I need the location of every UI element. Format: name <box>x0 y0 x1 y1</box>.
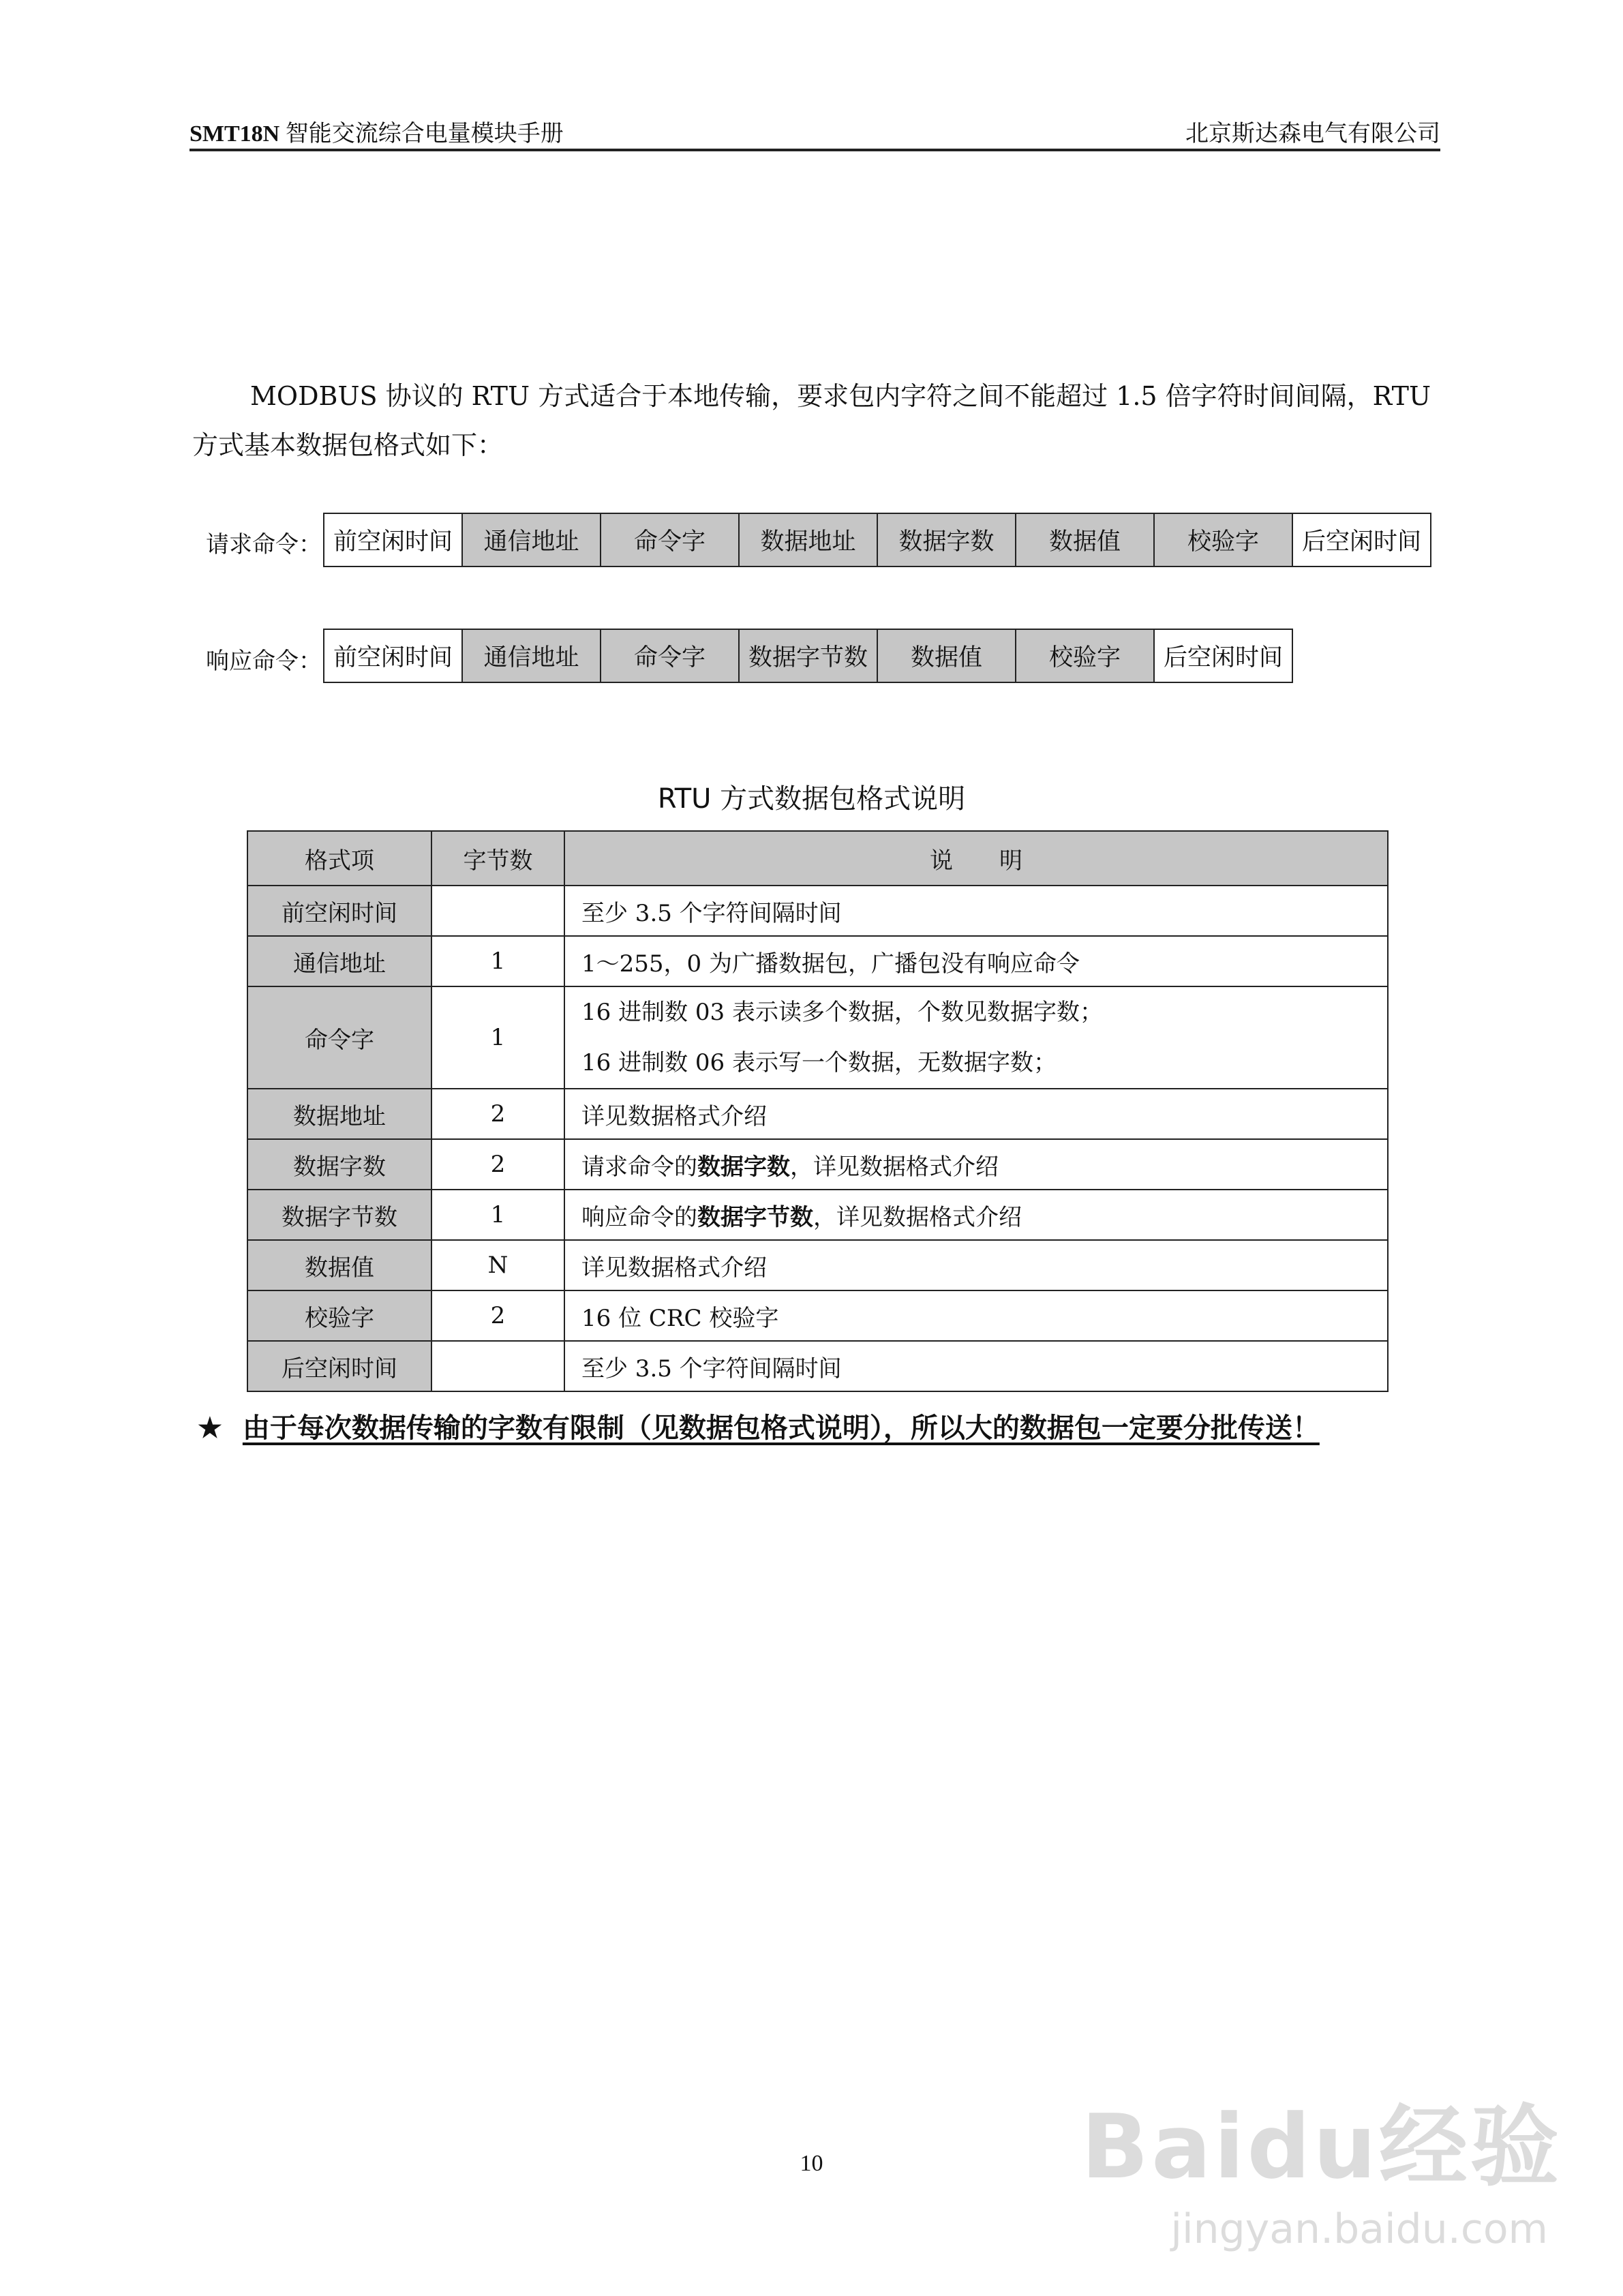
row-bytes: 1 <box>431 1190 564 1240</box>
warning-note-text: 由于每次数据传输的字数有限制（见数据包格式说明），所以大的数据包一定要分批传送！ <box>242 1412 1320 1444</box>
column-header-desc: 说 明 <box>564 831 1388 886</box>
table-row <box>247 1240 1388 1290</box>
request-field: 通信地址 <box>461 513 601 567</box>
request-field: 数据地址 <box>738 513 878 567</box>
table-row <box>247 886 1388 936</box>
row-desc <box>564 1190 1388 1240</box>
row-bytes: N <box>431 1240 564 1290</box>
table-row <box>247 1341 1388 1391</box>
response-field: 前空闲时间 <box>323 629 463 683</box>
row-item: 通信地址 <box>247 936 431 986</box>
table-row <box>247 1190 1388 1240</box>
star-icon: ★ <box>198 1412 222 1444</box>
row-item: 数据字数 <box>247 1139 431 1190</box>
row-item: 数据字节数 <box>247 1190 431 1240</box>
row-bytes: 1 <box>431 936 564 986</box>
request-field: 后空闲时间 <box>1292 513 1431 567</box>
table-row <box>247 1139 1388 1190</box>
header-company: 北京斯达森电气有限公司 <box>1185 121 1440 147</box>
row-desc-bold: 数据字节数 <box>697 1203 813 1231</box>
row-item: 数据地址 <box>247 1089 431 1139</box>
row-desc: 至少 3.5 个字符间隔时间 <box>564 886 1388 936</box>
row-desc-post: ，详见数据格式介绍 <box>790 1153 999 1181</box>
row-item: 数据值 <box>247 1240 431 1290</box>
row-desc-pre: 请求命令的 <box>581 1153 697 1181</box>
request-field: 命令字 <box>600 513 740 567</box>
table-row <box>247 936 1388 986</box>
header-divider <box>189 149 1440 151</box>
row-bytes <box>431 886 564 936</box>
response-field: 数据值 <box>877 629 1016 683</box>
response-packet <box>324 629 1293 683</box>
row-desc-post: ，详见数据格式介绍 <box>813 1203 1022 1231</box>
request-field: 数据字数 <box>877 513 1016 567</box>
response-field: 数据字节数 <box>738 629 878 683</box>
column-header-item: 格式项 <box>247 831 431 886</box>
watermark-url: jingyan.baidu.com <box>1170 2205 1548 2253</box>
row-desc-pre: 响应命令的 <box>581 1203 697 1231</box>
response-label: 响应命令： <box>206 648 322 675</box>
table-title: RTU 方式数据包格式说明 <box>657 783 966 815</box>
warning-note <box>198 1406 1320 1445</box>
row-bytes: 2 <box>431 1139 564 1190</box>
request-field: 前空闲时间 <box>323 513 463 567</box>
request-packet <box>324 513 1431 567</box>
intro-line-2: 方式基本数据包格式如下： <box>192 430 504 460</box>
request-label: 请求命令： <box>206 531 322 558</box>
header-title <box>189 115 564 148</box>
row-desc <box>564 986 1388 1089</box>
response-field: 校验字 <box>1015 629 1155 683</box>
row-desc: 16 位 CRC 校验字 <box>564 1290 1388 1341</box>
row-desc-line: 16 进制数 06 表示写一个数据，无数据字数； <box>581 1049 1057 1076</box>
table-header-row <box>247 831 1388 886</box>
header-brand: SMT18N <box>189 121 280 147</box>
response-field: 后空闲时间 <box>1153 629 1293 683</box>
row-desc <box>564 1139 1388 1190</box>
row-desc: 详见数据格式介绍 <box>564 1240 1388 1290</box>
request-field: 数据值 <box>1015 513 1155 567</box>
row-item: 后空闲时间 <box>247 1341 431 1391</box>
row-desc: 1～255，0 为广播数据包，广播包没有响应命令 <box>564 936 1388 986</box>
column-header-bytes: 字节数 <box>431 831 564 886</box>
row-bytes: 1 <box>431 986 564 1089</box>
row-bytes: 2 <box>431 1290 564 1341</box>
format-table <box>247 830 1389 1392</box>
row-desc-line: 16 进制数 03 表示读多个数据，个数见数据字数； <box>581 999 1103 1026</box>
row-desc: 至少 3.5 个字符间隔时间 <box>564 1341 1388 1391</box>
request-field: 校验字 <box>1153 513 1293 567</box>
row-item: 命令字 <box>247 986 431 1089</box>
row-bytes <box>431 1341 564 1391</box>
header-manual-title: 智能交流综合电量模块手册 <box>285 121 564 147</box>
response-field: 通信地址 <box>461 629 601 683</box>
response-field: 命令字 <box>600 629 740 683</box>
page-number: 10 <box>800 2151 823 2176</box>
row-item: 校验字 <box>247 1290 431 1341</box>
intro-line-1: MODBUS 协议的 RTU 方式适合于本地传输，要求包内字符之间不能超过 1.5 倍字符时间间隔，RTU <box>250 381 1431 411</box>
row-desc: 详见数据格式介绍 <box>564 1089 1388 1139</box>
table-row <box>247 1290 1388 1341</box>
watermark-logo: Baidu经验 <box>1081 2095 1562 2199</box>
row-desc-bold: 数据字数 <box>697 1153 790 1181</box>
row-item: 前空闲时间 <box>247 886 431 936</box>
intro-paragraph <box>192 372 1443 470</box>
row-bytes: 2 <box>431 1089 564 1139</box>
table-row <box>247 986 1388 1089</box>
table-row <box>247 1089 1388 1139</box>
